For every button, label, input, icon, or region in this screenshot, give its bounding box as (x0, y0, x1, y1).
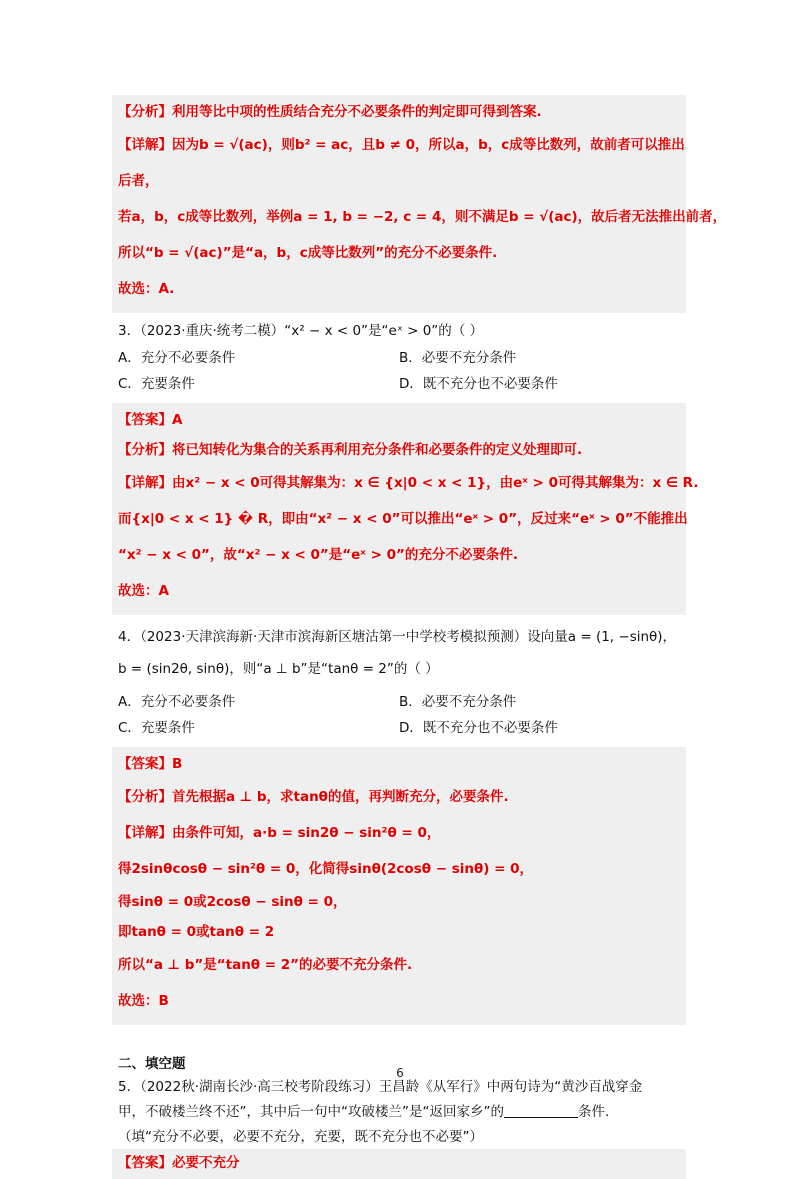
detail-line: 【详解】因为b = √(ac)，则b² = ac，且b ≠ 0，所以a，b，c成等比数列，故前者可以推出 (118, 137, 685, 153)
analysis-line: 【分析】利用等比中项的性质结合充分不必要条件的判定即可得到答案. (118, 104, 542, 120)
page-number: 6 (396, 1066, 404, 1080)
answer-line: 【答案】必要不充分 (118, 1155, 240, 1171)
question-5-line2 (118, 1099, 680, 1125)
question-4-options-row2 (118, 715, 680, 741)
question-5-line3: （填“充分不必要，必要不充分，充要，既不充分也不必要”） (118, 1129, 483, 1145)
option-c: C．充要条件 (118, 720, 195, 736)
analysis-line: 【分析】将已知转化为集合的关系再利用充分条件和必要条件的定义处理即可. (118, 442, 583, 458)
solution-box-q5 (112, 1149, 686, 1179)
detail-line: 【详解】由x² − x < 0可得其解集为：x ∈ {x|0 < x < 1}，由eˣ > 0可得其解集为：x ∈ R. (118, 475, 699, 491)
section-title: 二、填空题 (118, 1056, 186, 1072)
option-d: D．既不充分也不必要条件 (399, 720, 558, 736)
detail-line: 得sinθ = 0或2cosθ − sinθ = 0， (118, 894, 347, 910)
solution-box-q4 (112, 747, 686, 1025)
answer-line: 【答案】B (118, 756, 183, 772)
question-3-options-row2 (118, 371, 680, 397)
question-5-tail: 条件. (577, 1104, 610, 1120)
detail-line: 【详解】由条件可知，a·b = sin2θ − sin²θ = 0， (118, 825, 441, 841)
detail-line: 所以“b = √(ac)”是“a，b，c成等比数列”的充分不必要条件. (118, 245, 498, 261)
detail-line: 而{x|0 < x < 1} � R，即由“x² − x < 0”可以推出“eˣ > 0”，反过来“eˣ > 0”不能推出 (118, 511, 688, 527)
question-5-line1: 5．（2022秋·湖南长沙·高三校考阶段练习）王昌龄《从军行》中两句诗为“黄沙百战穿金 (118, 1079, 643, 1095)
option-a: A．充分不必要条件 (118, 694, 236, 710)
page-content (118, 95, 727, 1179)
question-4-options-row1 (118, 689, 680, 715)
question-3-stem: 3．（2023·重庆·统考二模）“x² − x < 0”是“eˣ > 0”的（ ） (118, 323, 484, 339)
solution-box-q2 (112, 95, 727, 313)
detail-line: 所以“a ⊥ b”是“tanθ = 2”的必要不充分条件. (118, 957, 413, 973)
option-d: D．既不充分也不必要条件 (399, 376, 558, 392)
answer-blank (504, 1103, 578, 1118)
answer-line: 【答案】A (118, 412, 183, 428)
detail-line: “x² − x < 0”，故“x² − x < 0”是“eˣ > 0”的充分不必要条件. (118, 547, 518, 563)
analysis-line: 【分析】首先根据a ⊥ b，求tanθ的值，再判断充分，必要条件. (118, 789, 509, 805)
option-b: B．必要不充分条件 (399, 694, 517, 710)
question-4-stem-line2: b = (sin2θ, sinθ)，则“a ⊥ b”是“tanθ = 2”的（ ） (118, 661, 439, 677)
detail-line: 若a，b，c成等比数列，举例a = 1, b = −2, c = 4，则不满足b = √(ac)，故后者无法推出前者， (118, 209, 727, 225)
choice-line: 故选：B (118, 993, 169, 1009)
choice-line: 故选：A (118, 583, 169, 599)
option-b: B．必要不充分条件 (399, 350, 517, 366)
solution-box-q3 (112, 403, 699, 615)
question-5-text: 甲，不破楼兰终不还”，其中后一句中“攻破楼兰”是“返回家乡”的 (118, 1104, 504, 1120)
option-a: A．充分不必要条件 (118, 350, 236, 366)
question-3-options-row1 (118, 345, 680, 371)
detail-line: 得2sinθcosθ − sin²θ = 0，化简得sinθ(2cosθ − sinθ) = 0， (118, 861, 534, 877)
choice-line: 故选：A. (118, 281, 175, 297)
detail-line: 后者， (118, 173, 159, 189)
option-c: C．充要条件 (118, 376, 195, 392)
question-4-stem-line1: 4．（2023·天津滨海新·天津市滨海新区塘沽第一中学校考模拟预测）设向量a = (1, −sinθ)， (118, 629, 677, 645)
detail-line: 即tanθ = 0或tanθ = 2 (118, 924, 275, 940)
